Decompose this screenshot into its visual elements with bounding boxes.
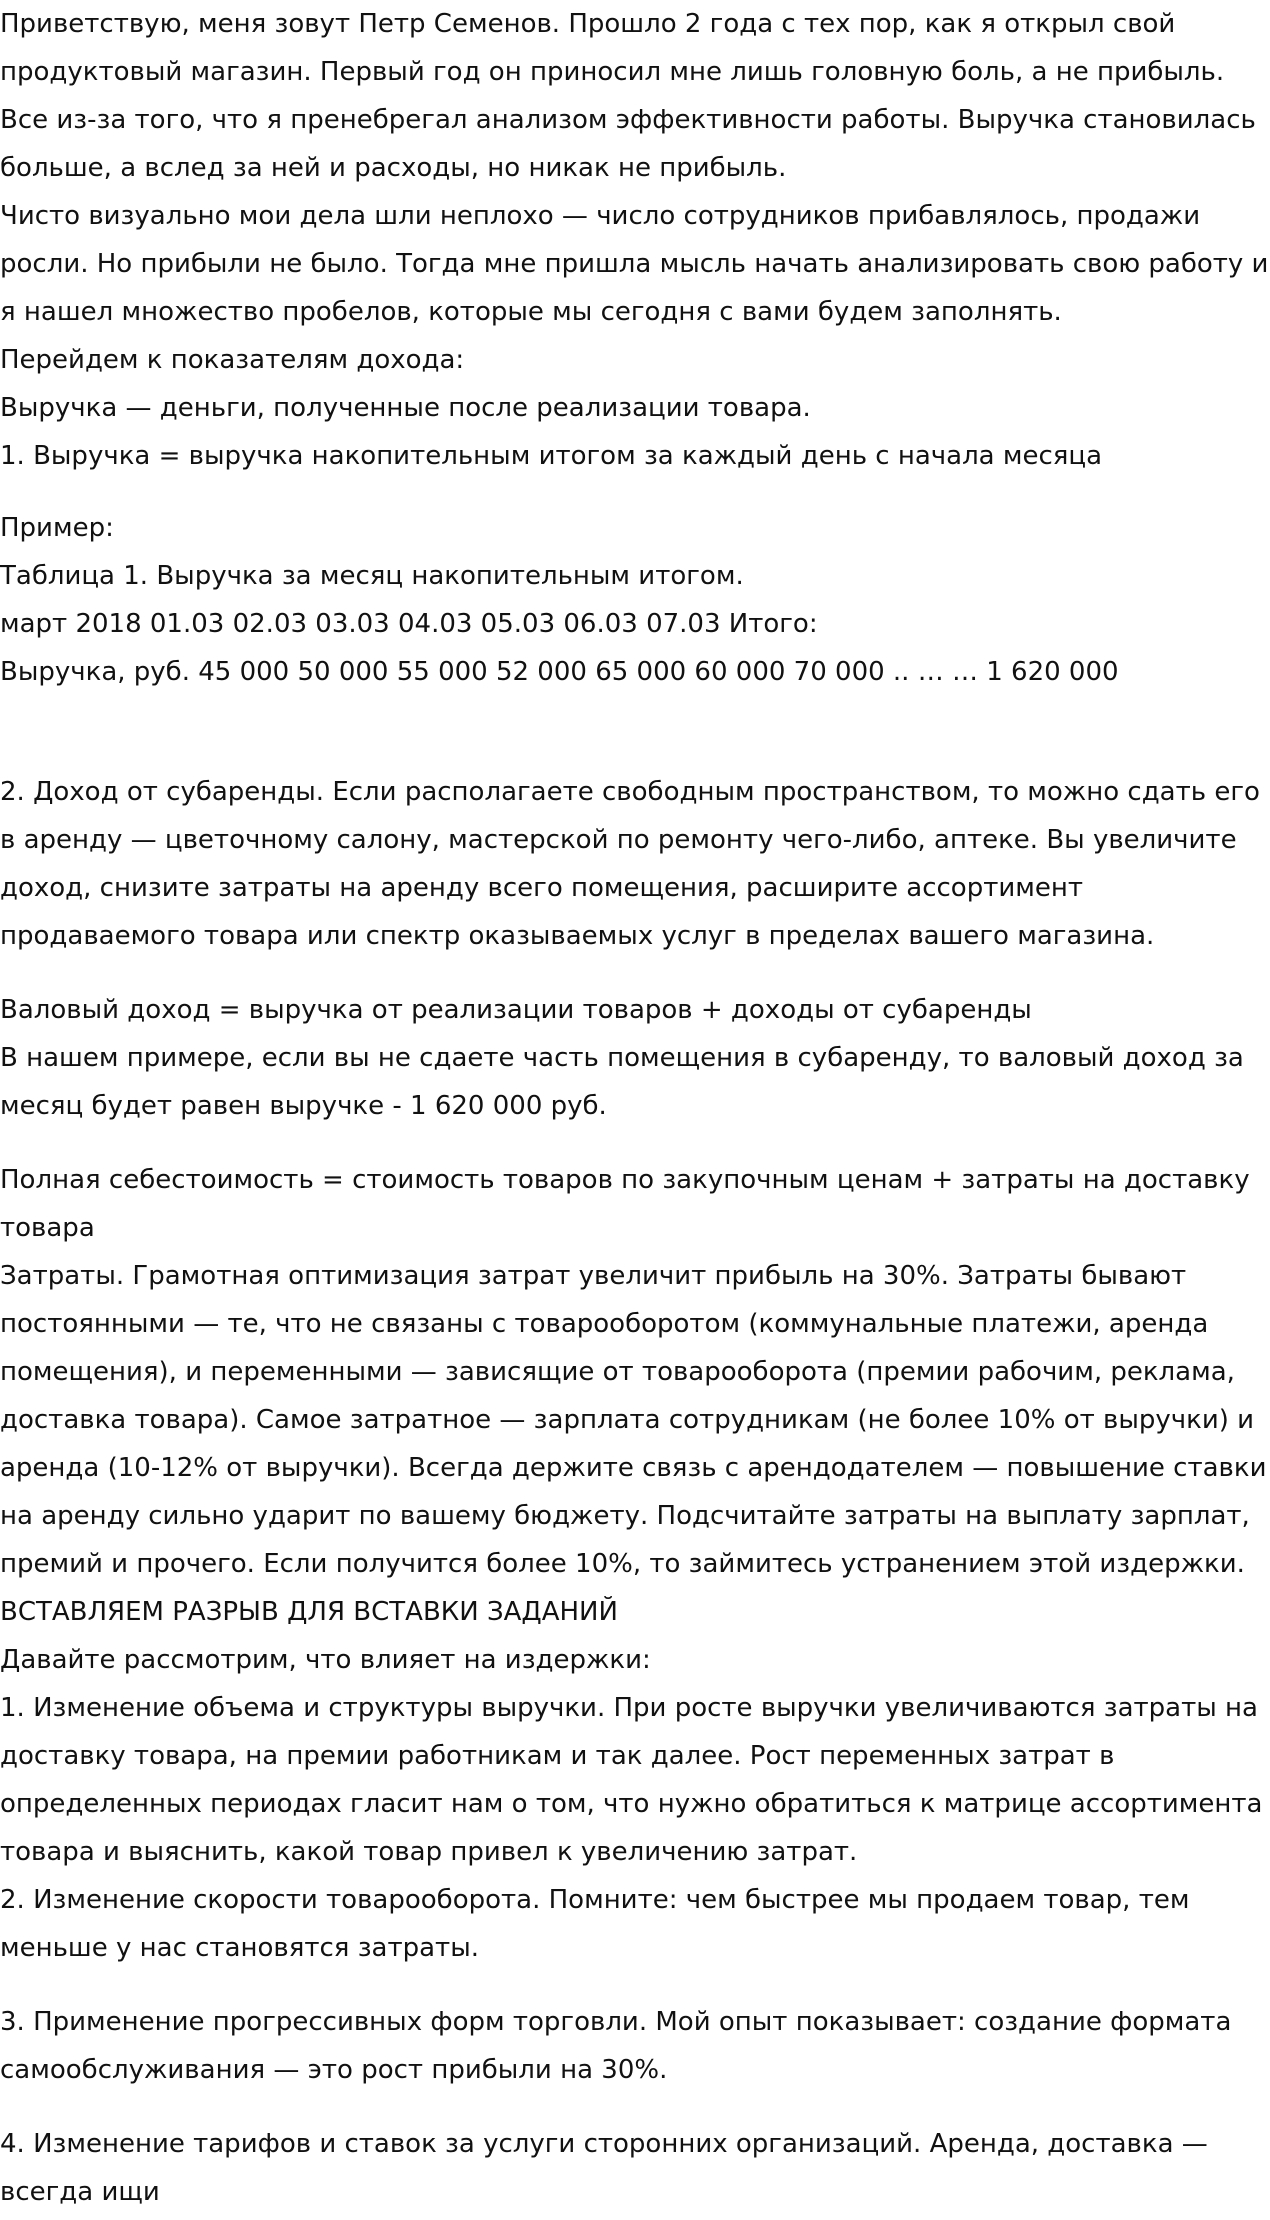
text-line: Пример: [0,513,114,543]
text-line: самообслуживания — это рост прибыли на 30%. [0,2055,668,2085]
text-line: постоянными — те, что не связаны с товарооборотом (коммунальные платежи, аренда [0,1309,1209,1339]
text-line: 2. Изменение скорости товарооборота. Помните: чем быстрее мы продаем товар, тем [0,1885,1190,1915]
text-line: продуктовый магазин. Первый год он приносил мне лишь головную боль, а не прибыль. [0,57,1225,87]
text-line: В нашем примере, если вы не сдаете часть помещения в субаренду, то валовый доход за [0,1043,1244,1073]
text-line: продаваемого товара или спектр оказываемых услуг в пределах вашего магазина. [0,921,1155,951]
text-line: премий и прочего. Если получится более 10%, то займитесь устранением этой издержки. [0,1549,1245,1579]
text-line: товара [0,1213,95,1243]
text-line: на аренду сильно ударит по вашему бюджету. Подсчитайте затраты на выплату зарплат, [0,1501,1250,1531]
text-line: аренда (10-12% от выручки). Всегда держите связь с арендодателем — повышение ставки [0,1453,1267,1483]
text-line: Затраты. Грамотная оптимизация затрат увеличит прибыль на 30%. Затраты бывают [0,1261,1187,1291]
text-line: Все из-за того, что я пренебрегал анализом эффективности работы. Выручка становилась [0,105,1256,135]
text-line: всегда ищи [0,2177,160,2207]
text-line: помещения), и переменными — зависящие от товарооборота (премии рабочим, реклама, [0,1357,1235,1387]
text-line: в аренду — цветочному салону, мастерской по ремонту чего-либо, аптеке. Вы увеличите [0,825,1237,855]
text-line: месяц будет равен выручке - 1 620 000 руб. [0,1091,607,1121]
text-line: товара и выяснить, какой товар привел к увеличению затрат. [0,1837,858,1867]
text-line: меньше у нас становятся затраты. [0,1933,479,1963]
table-row: Выручка, руб. 45 000 50 000 55 000 52 000 65 000 60 000 70 000 .. … … 1 620 000 [0,657,1119,687]
text-line: 4. Изменение тарифов и ставок за услуги сторонних организаций. Аренда, доставка — [0,2129,1208,2159]
text-line: Выручка — деньги, полученные после реализации товара. [0,393,811,423]
text-line: доставку товара, на премии работникам и так далее. Рост переменных затрат в [0,1741,1115,1771]
table-row: март 2018 01.03 02.03 03.03 04.03 05.03 06.03 07.03 Итого: [0,609,818,639]
text-line: доставка товара). Самое затратное — зарплата сотрудникам (не более 10% от выручки) и [0,1405,1255,1435]
text-line: 2. Доход от субаренды. Если располагаете свободным пространством, то можно сдать его [0,777,1260,807]
text-line: Полная себестоимость = стоимость товаров по закупочным ценам + затраты на доставку [0,1165,1250,1195]
text-line: Приветствую, меня зовут Петр Семенов. Прошло 2 года с тех пор, как я открыл свой [0,9,1176,39]
text-line: Валовый доход = выручка от реализации товаров + доходы от субаренды [0,995,1032,1025]
text-line: Чисто визуально мои дела шли неплохо — число сотрудников прибавлялось, продажи [0,201,1201,231]
table-caption: Таблица 1. Выручка за месяц накопительным итогом. [0,561,744,591]
text-line: Давайте рассмотрим, что влияет на издержки: [0,1645,651,1675]
text-line: 3. Применение прогрессивных форм торговли. Мой опыт показывает: создание формата [0,2007,1232,2037]
text-line: 1. Изменение объема и структуры выручки. При росте выручки увеличиваются затраты на [0,1693,1258,1723]
text-line: доход, снизите затраты на аренду всего помещения, расширите ассортимент [0,873,1084,903]
text-line: Перейдем к показателям дохода: [0,345,465,375]
text-line: определенных периодах гласит нам о том, что нужно обратиться к матрице ассортимента [0,1789,1263,1819]
text-line: росли. Но прибыли не было. Тогда мне пришла мысль начать анализировать свою работу и [0,249,1269,279]
text-line: я нашел множество пробелов, которые мы сегодня с вами будем заполнять. [0,297,1062,327]
section-break-note: ВСТАВЛЯЕМ РАЗРЫВ ДЛЯ ВСТАВКИ ЗАДАНИЙ [0,1597,618,1627]
text-line: больше, а вслед за ней и расходы, но никак не прибыль. [0,153,787,183]
text-line: 1. Выручка = выручка накопительным итогом за каждый день с начала месяца [0,441,1103,471]
